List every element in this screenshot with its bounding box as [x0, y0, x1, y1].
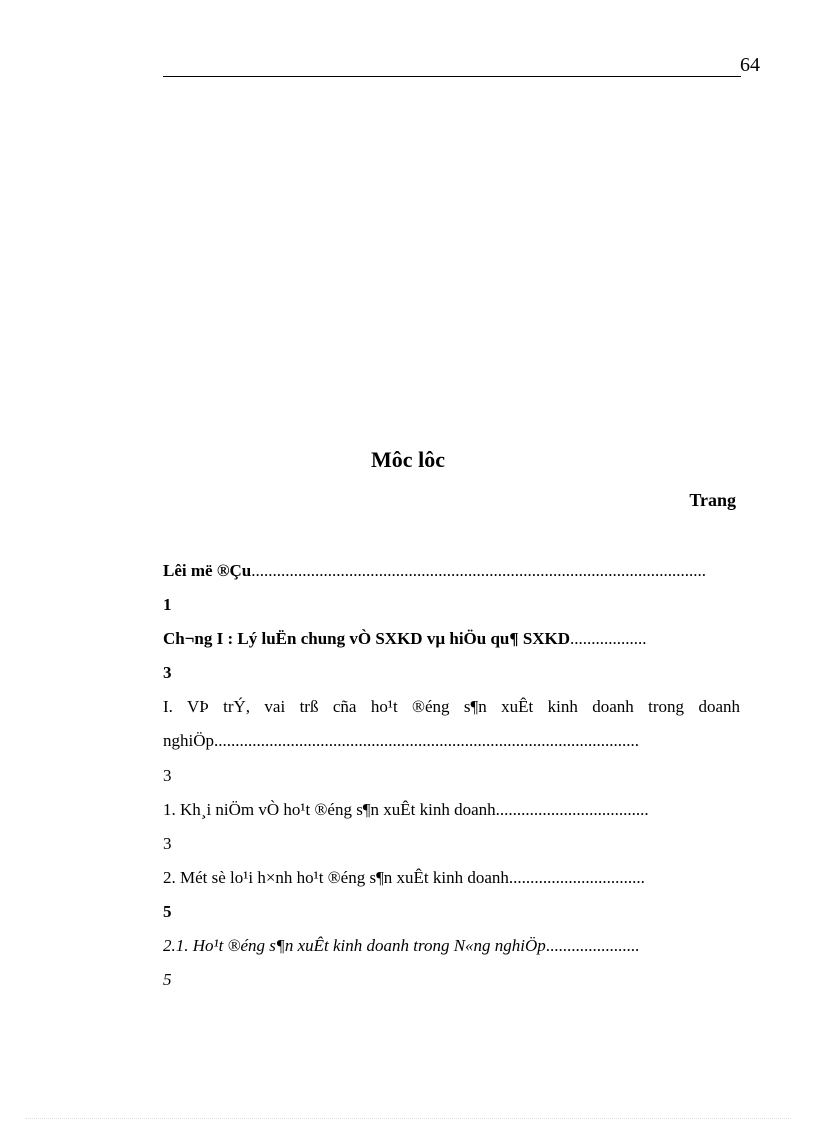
page-bottom-divider	[25, 1118, 791, 1119]
toc-entry-2-1	[163, 936, 740, 956]
page-number: 64	[740, 54, 760, 76]
toc-entry-intro	[163, 561, 740, 581]
toc-entry-2	[163, 868, 740, 888]
toc-entry-chapter-1	[163, 629, 740, 649]
toc-leader-dots: ...........................................................................................................	[251, 561, 706, 580]
toc-entry-text: Ch¬ng I : Lý luËn chung vÒ SXKD vµ hiÖu qu¶ SXKD	[163, 629, 571, 648]
toc-entry-section-1-line2	[163, 731, 740, 751]
toc-leader-dots: ....................................................................................................	[214, 731, 639, 750]
toc-entry-text: 2. Mét sè lo¹i h×nh ho¹t ®éng s¶n xuÊt kinh doanh	[163, 868, 509, 887]
toc-leader-dots: ................................	[508, 868, 645, 887]
header-rule	[163, 76, 741, 77]
toc-leader-dots: ..................	[570, 629, 647, 648]
toc-entry-page: 1	[163, 595, 172, 614]
toc-entry-page: 5	[163, 902, 172, 921]
toc-leader-dots: ....................................	[495, 800, 649, 819]
toc-title: Môc lôc	[371, 447, 445, 472]
toc-entry-section-1-line1: I. VÞ trÝ, vai trß cña ho¹t ®éng s¶n xuÊt kinh doanh trong doanh	[163, 697, 740, 716]
page-column-label: Trang	[689, 490, 736, 510]
toc-entry-page: 5	[163, 970, 172, 989]
toc-entry-page: 3	[163, 834, 172, 853]
toc-entry-page: 3	[163, 663, 172, 682]
toc-entry-text: 1. Kh¸i niÖm vÒ ho¹t ®éng s¶n xuÊt kinh doanh	[163, 800, 496, 819]
toc-entry-text: 2.1. Ho¹t ®éng s¶n xuÊt kinh doanh trong N«ng nghiÖp	[163, 936, 546, 955]
toc-leader-dots: ......................	[545, 936, 640, 955]
toc-entry-1	[163, 800, 740, 820]
toc-entry-page: 3	[163, 766, 172, 785]
toc-entry-text: nghiÖp	[163, 731, 214, 750]
toc-entry-text: Lêi më ®Çu	[163, 561, 252, 580]
